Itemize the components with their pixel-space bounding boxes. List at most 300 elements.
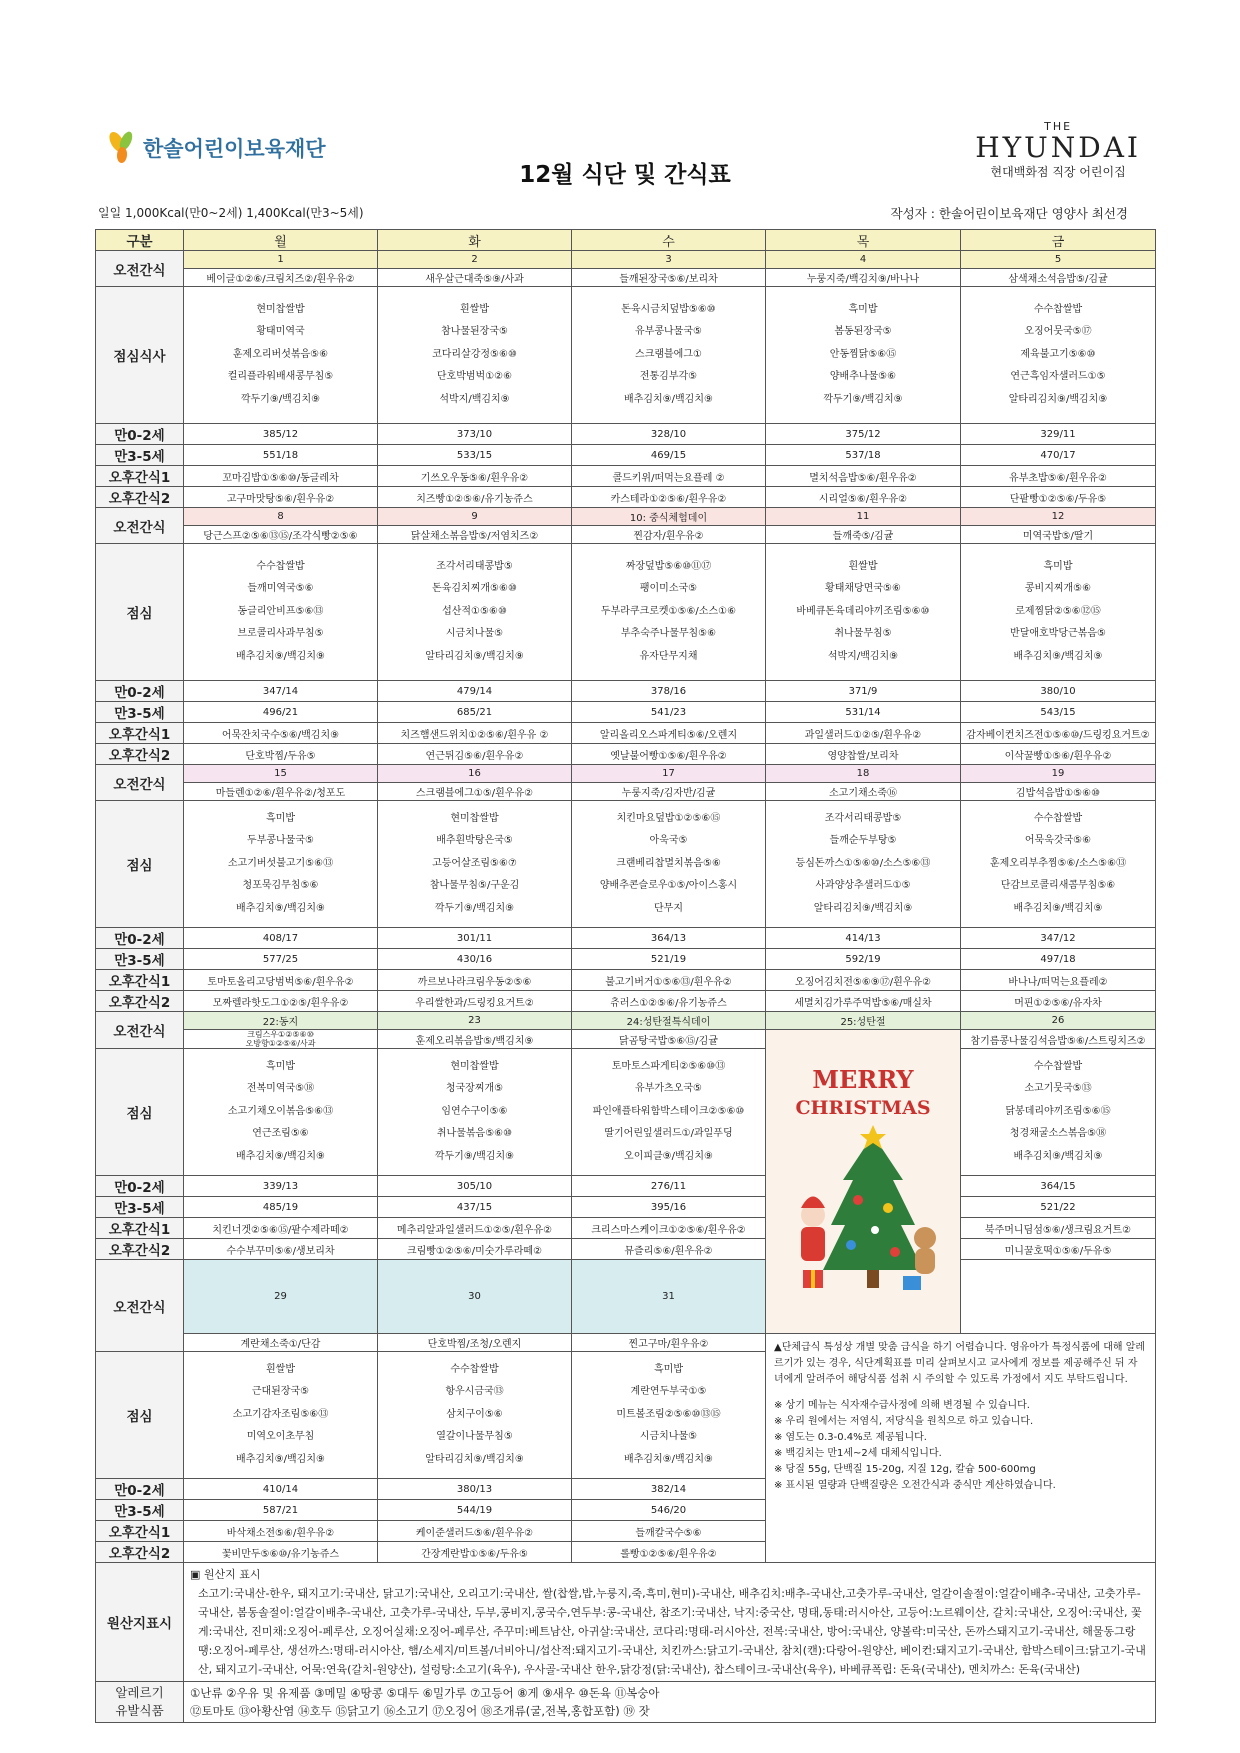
am-snack-cell: 닭살채소볶음밥⑤/저염치즈② [378, 526, 572, 544]
notice-item: ※ 백김치는 만1세~2세 대체식입니다. [774, 1448, 942, 1459]
age35-cell: 469/15 [572, 445, 766, 466]
lunch-item: 흰쌀밥 [266, 1363, 295, 1375]
lunch-item: 콩비지찌개⑤⑥ [1024, 583, 1092, 595]
lunch-item: 수수찹쌀밥 [1033, 303, 1083, 315]
am-snack-cell: 참기름콩나물김석음밥⑤⑥/스트링치즈② [961, 1030, 1156, 1049]
pm2-cell: 수수부꾸미⑤⑥/생보리차 [184, 1239, 378, 1260]
age02-label: 만0-2세 [96, 1176, 184, 1197]
age02-label: 만0-2세 [96, 681, 184, 702]
age02-cell: 276/11 [572, 1176, 766, 1197]
lunch-cell [961, 801, 1156, 928]
pm2-label: 오후간식2 [96, 991, 184, 1012]
lunch-item: 소고기감자조림⑤⑥⑬ [232, 1408, 329, 1420]
lunch-item: 황태미역국 [256, 326, 305, 338]
day-number: 9 [378, 508, 572, 526]
age35-label: 만3-5세 [96, 1197, 184, 1218]
notice-item: ※ 표시된 열량과 단백질량은 오전간식과 중식만 계산하였습니다. [774, 1480, 1056, 1491]
pm2-cell: 간장계란밥①⑤⑥/두유⑤ [378, 1542, 572, 1563]
lunch-item: 취나물무침⑤ [834, 628, 892, 640]
lunch-item: 두부콩나물국⑤ [247, 835, 314, 847]
am-snack-item: 크림스우①②⑤⑥⑩ [247, 1030, 314, 1039]
lunch-cell [766, 544, 961, 681]
week-2-pm-snack-2-row [96, 744, 1156, 765]
am-snack-label: 오전간식 [96, 1260, 184, 1352]
lunch-item: 반달애호박당근볶음⑤ [1010, 628, 1106, 640]
lunch-item: 단호박범벅①②⑥ [436, 371, 513, 383]
day-number: 16 [378, 765, 572, 783]
age35-cell: 521/22 [961, 1197, 1156, 1218]
lunch-cell [184, 287, 378, 424]
age02-cell: 479/14 [378, 681, 572, 702]
lunch-label: 점심 [96, 1049, 184, 1176]
pm2-cell: 머핀①②⑤⑥/유자차 [961, 991, 1156, 1012]
christmas-illustration [766, 1030, 961, 1334]
lunch-cell [961, 544, 1156, 681]
origin-text-cell [184, 1563, 1156, 1682]
brand-logo [975, 120, 1141, 180]
age35-cell: 537/18 [766, 445, 961, 466]
lunch-item: 근대된장국⑤ [251, 1386, 310, 1398]
age35-cell: 587/21 [184, 1500, 378, 1521]
age35-cell: 437/15 [378, 1197, 572, 1218]
lunch-cell [184, 1049, 378, 1176]
notice-allergy-guidance: ▲단체급식 특성상 개별 맞춤 급식을 하기 어렵습니다. 영유아가 특정식품에 대해 알레르기가 있는 경우, 식단계획표를 미리 살펴보시고 교사에게 정보를 제공해주신 뒤 자녀에게 알려주어 해당식품 섭취 시 주의할 수 있도록 가정에서 지도 부탁드립니다. [774, 1342, 1146, 1385]
lunch-item: 석박지/백김치⑨ [439, 393, 510, 405]
pm1-cell: 케이준샐러드⑤⑥/흰우유② [378, 1521, 572, 1542]
lunch-item: 석박지/백김치⑨ [827, 650, 899, 662]
lunch-item: 배추김치⑨/백김치⑨ [624, 1453, 713, 1465]
lunch-item: 배추김치⑨/백김치⑨ [236, 650, 325, 662]
notice-box [766, 1334, 1156, 1563]
am-snack-label: 오전간식 [96, 1012, 184, 1049]
allergy-legend-line: ①난류 ②우유 및 유제품 ③메밀 ④땅콩 ⑤대두 ⑥밀가루 ⑦고등어 ⑧게 ⑨새우 ⑩돈육 ⑪복숭아 [190, 1686, 660, 1700]
lunch-item: 양배추나물⑤⑥ [829, 371, 897, 383]
am-snack-cell: 소고기채소죽⑯ [766, 783, 961, 801]
lunch-cell [572, 801, 766, 928]
lunch-item: 수수찹쌀밥 [1033, 812, 1083, 824]
lunch-item: 배추김치⑨/백김치⑨ [236, 1150, 325, 1162]
lunch-item: 깍두기⑨/백김치⑨ [823, 393, 903, 405]
lunch-cell [766, 801, 961, 928]
age35-label: 만3-5세 [96, 949, 184, 970]
age35-cell: 395/16 [572, 1197, 766, 1218]
day-number: 18 [766, 765, 961, 783]
day-number: 12 [961, 508, 1156, 526]
lunch-item: 알타리김치⑨/백김치⑨ [813, 902, 913, 914]
lunch-item: 삼치구이⑤⑥ [446, 1408, 503, 1420]
lunch-item: 바베큐돈육데리야끼조림⑤⑥⑩ [796, 605, 930, 617]
brand-subtitle: 현대백화점 직장 어린이집 [990, 165, 1126, 179]
am-snack-label: 오전간식 [96, 251, 184, 287]
lunch-item: 들깨미역국⑤⑥ [247, 583, 314, 595]
pm2-cell: 꽃비만두⑤⑥⑩/유기농쥬스 [184, 1542, 378, 1563]
lunch-item: 훈제오리버섯볶음⑤⑥ [232, 348, 329, 360]
lunch-item: 항우시금국⑬ [445, 1386, 504, 1398]
pm2-label: 오후간식2 [96, 487, 184, 508]
lunch-item: 청포묵김무침⑤⑥ [242, 880, 319, 892]
pm1-cell: 크리스마스케이크①②⑤⑥/흰우유② [572, 1218, 766, 1239]
lunch-item: 팽이미소국⑤ [639, 583, 698, 595]
menu-table [95, 229, 1156, 1723]
week-3-pm-snack-2-row [96, 991, 1156, 1012]
age35-cell: 577/25 [184, 949, 378, 970]
lunch-item: 임연수구이⑤⑥ [441, 1105, 508, 1117]
pm2-cell: 세멸치김가루주먹밥⑤⑥/매실차 [766, 991, 961, 1012]
lunch-item: 컬리플라워배새콩무침⑤ [227, 371, 334, 383]
lunch-item: 흑미밥 [266, 812, 295, 824]
lunch-item: 스크램블에그① [635, 348, 702, 360]
am-snack-label: 오전간식 [96, 765, 184, 801]
lunch-cell [378, 287, 572, 424]
lunch-item: 계란연두부국①⑤ [630, 1386, 707, 1398]
lunch-cell [184, 544, 378, 681]
week-3-lunch-row [96, 801, 1156, 928]
pm1-cell: 알리올리오스파게티⑤⑥/오렌지 [572, 723, 766, 744]
lunch-item: 섭산적①⑤⑥⑩ [442, 605, 507, 617]
am-snack-cell: 삼색채소석음밥⑤/김귤 [961, 269, 1156, 287]
allergy-row [96, 1682, 1156, 1723]
lunch-label: 점심 [96, 1352, 184, 1479]
pm1-cell: 바나나/떠먹는요플레② [961, 970, 1156, 991]
pm2-cell: 단팥빵①②⑤⑥/두유⑤ [961, 487, 1156, 508]
age02-cell: 305/10 [378, 1176, 572, 1197]
am-snack-cell: 누룽지죽/백김치⑨/바나나 [766, 269, 961, 287]
age02-cell: 373/10 [378, 424, 572, 445]
am-snack-cell: 미역국밥⑤/딸기 [961, 526, 1156, 544]
pm1-cell: 토마토올리고당범벅⑤⑥/흰우유② [184, 970, 378, 991]
lunch-cell [572, 1049, 766, 1176]
lunch-cell [961, 287, 1156, 424]
lunch-item: 배추김치⑨/백김치⑨ [1013, 1150, 1103, 1162]
pm2-cell: 미니꿀호떡①⑤⑥/두유⑤ [961, 1239, 1156, 1260]
lunch-item: 현미찹쌀밥 [450, 812, 499, 824]
day-number: 15 [184, 765, 378, 783]
lunch-item: 돈육시금치덮밥⑤⑥⑩ [621, 303, 716, 315]
age35-cell: 541/23 [572, 702, 766, 723]
pm1-cell: 유부초밥⑤⑥/흰우유② [961, 466, 1156, 487]
am-snack-cell: 계란채소죽①/단감 [184, 1334, 378, 1352]
pm1-label: 오후간식1 [96, 723, 184, 744]
lunch-item: 들깨순두부탕⑤ [829, 835, 897, 847]
lunch-item: 알타리김치⑨/백김치⑨ [425, 1453, 524, 1465]
lunch-item: 닭봉데리야끼조림⑤⑥⑮ [1005, 1105, 1111, 1117]
age02-cell: 408/17 [184, 928, 378, 949]
lunch-item: 현미찹쌀밥 [450, 1060, 499, 1072]
lunch-cell [766, 287, 961, 424]
lunch-item: 전통김부각⑤ [639, 371, 698, 383]
week-2-lunch-row [96, 544, 1156, 681]
age02-cell: 382/14 [572, 1479, 766, 1500]
day-number: 31 [572, 1260, 766, 1334]
lunch-item: 고등어살조림⑤⑥⑦ [432, 857, 517, 869]
day-number: 2 [378, 251, 572, 269]
age02-cell: 329/11 [961, 424, 1156, 445]
age02-cell: 347/14 [184, 681, 378, 702]
age35-cell: 546/20 [572, 1500, 766, 1521]
lunch-item: 치킨마요덮밥①②⑤⑥⑮ [616, 812, 721, 824]
col-mon: 월 [184, 230, 378, 251]
xmas-text-merry: MERRY [812, 1065, 914, 1094]
lunch-item: 배추김치⑨/백김치⑨ [1013, 902, 1103, 914]
origin-text: 소고기:국내산-한우, 돼지고기:국내산, 닭고기:국내산, 오리고기:국내산, 쌀(찹쌀,밥,누룽지,죽,흑미,현미)-국내산, 배추김치:배추-국내산,고춧가루-국내산, 얼갈이솔절이:얼갈이배추-국내산, 고춧가루-국내산, 봄동솔절이:얼갈이배추-국내산, 고춧가루-국내산, 두부,콩비지,콩국수,연두부:콩-국내산, 참조기:국내산, 낙지:중국산, 명태,동태:러시아산, 고등어:노르웨이산, 갈치:국내산, 오징어:국내산, 꽃게:국내산, 진미채:오징어-페루산, 오징어실채:오징어-페루산, 주꾸미:베트남산, 아귀살:국내산, 코다리:명태-러시아산, 전복:국내산, 방어:국내산, 양볼락:미국산, 돈까스돼지고기-국내산, 해물동그랑땡:오징어-페루산, 생선까스:명태-러시아산, 햄/소세지/미트볼/너비아니/섭산적:돼지고기-국내산, 치킨까스:닭고기-국내산, 참치(캔):다랑어-원양산, 베이컨:돼지고기-국내산, 함박스테이크:닭고기-국내산, 돼지고기-국내산, 어묵:연육(갈치-원양산), 설렁탕:소고기(육우), 우사골-국내산 한우,닭강정(닭:국내산), 찹스테이크-국내산(육우), 바베큐폭립: 돈육(국내산), 멘치까스: 돈육(국내산) [198, 1587, 1146, 1676]
am-snack-item: 오방향①②⑤⑥/사과 [245, 1039, 316, 1048]
pm2-cell: 모짜렐라핫도그①②⑤/흰우유② [184, 991, 378, 1012]
lunch-item: 흰쌀밥 [460, 303, 489, 315]
lunch-cell [961, 1049, 1156, 1176]
day-number: 8 [184, 508, 378, 526]
age35-cell: 543/15 [961, 702, 1156, 723]
col-fri: 금 [961, 230, 1156, 251]
day-number: 4 [766, 251, 961, 269]
am-snack-cell: 닭곰탕국밥⑤⑥⑮/김귤 [572, 1030, 766, 1049]
lunch-cell [184, 1352, 378, 1479]
lunch-item: 등심돈까스①⑤⑥⑩/소스⑤⑥⑬ [795, 857, 931, 869]
am-snack-cell: 누룽지죽/김자반/김귤 [572, 783, 766, 801]
lunch-item: 아욱국⑤ [649, 835, 688, 847]
day-number: 17 [572, 765, 766, 783]
lunch-item: 사과양상추샐러드①⑤ [815, 880, 911, 892]
pm1-cell: 바삭채소전⑤⑥/흰우유② [184, 1521, 378, 1542]
age02-cell: 371/9 [766, 681, 961, 702]
age02-cell: 364/13 [572, 928, 766, 949]
lunch-item: 로제찜닭②⑤⑥⑫⑮ [1015, 605, 1101, 617]
day-number: 3 [572, 251, 766, 269]
week-4-pm-snack-1-row [96, 1218, 1156, 1239]
age02-cell: 414/13 [766, 928, 961, 949]
pm2-cell: 시리얼⑤⑥/흰우유② [766, 487, 961, 508]
lunch-item: 수수찹쌀밥 [1033, 1060, 1083, 1072]
lunch-item: 유자단무지채 [639, 650, 698, 662]
pm2-cell: 치즈빵①②⑤⑥/유기농쥬스 [378, 487, 572, 508]
page-title: 12월 식단 및 간식표 [519, 162, 731, 188]
am-snack-cell: 당근스프②⑤⑥⑬⑮/조각식빵②⑤⑥ [184, 526, 378, 544]
lunch-item: 소고기뭇국⑤⑬ [1024, 1083, 1092, 1095]
week-3-kcal-3-5-row [96, 949, 1156, 970]
age35-label: 만3-5세 [96, 445, 184, 466]
age35-label: 만3-5세 [96, 1500, 184, 1521]
lunch-item: 두부라쿠크로켓①⑤⑥/소스①⑥ [600, 605, 737, 617]
day-number: 25:성탄절 [766, 1012, 961, 1030]
lunch-item: 돈육김치찌개⑤⑥⑩ [432, 583, 517, 595]
age02-cell: 380/10 [961, 681, 1156, 702]
age35-cell: 470/17 [961, 445, 1156, 466]
week-4-pm-snack-2-row [96, 1239, 1156, 1260]
lunch-cell [378, 1352, 572, 1479]
brand-the: THE [1044, 120, 1073, 133]
lunch-item: 파인애플타워함박스테이크②⑤⑥⑩ [592, 1105, 745, 1117]
header-row [96, 230, 1156, 251]
age35-cell: 531/14 [766, 702, 961, 723]
lunch-item: 토마토스파게티②⑤⑥⑩⑬ [611, 1060, 726, 1072]
week-1-pm-snack-2-row [96, 487, 1156, 508]
lunch-item: 어묵욱갓국⑤⑥ [1024, 835, 1092, 847]
lunch-cell [572, 287, 766, 424]
lunch-item: 오징어뭇국⑤⑰ [1024, 326, 1092, 338]
week-3-kcal-0-2-row [96, 928, 1156, 949]
week-4-am-row [96, 1030, 1156, 1049]
lunch-item: 배추김치⑨/백김치⑨ [236, 1453, 325, 1465]
pm1-cell: 치즈햄샌드위치①②⑤⑥/흰우유 ② [378, 723, 572, 744]
brand-name: HYUNDAI [975, 131, 1141, 164]
lunch-item: 유부가츠오국⑤ [635, 1083, 702, 1095]
lunch-item: 알타리김치⑨/백김치⑨ [1008, 393, 1108, 405]
lunch-item: 훈제오리부추찜⑤⑥/소스⑤⑥⑬ [989, 857, 1127, 869]
xmas-text-christmas: CHRISTMAS [795, 1097, 931, 1119]
age02-cell: 378/16 [572, 681, 766, 702]
lunch-item: 현미찹쌀밥 [256, 303, 305, 315]
pm2-cell: 카스테라①②⑤⑥/흰우유② [572, 487, 766, 508]
pm2-label: 오후간식2 [96, 1542, 184, 1563]
day-number: 22:동지 [184, 1012, 378, 1030]
age02-cell: 347/12 [961, 928, 1156, 949]
lunch-item: 크랜베리찹멸치볶음⑤⑥ [616, 857, 721, 869]
am-snack-cell: 훈제오리볶음밥⑤/백김치⑨ [378, 1030, 572, 1049]
lunch-item: 흑미밥 [848, 303, 878, 315]
allergy-legend [184, 1682, 1156, 1723]
am-snack-cell: 새우살근대죽⑤⑨/사과 [378, 269, 572, 287]
week-1-lunch-row [96, 287, 1156, 424]
lunch-item: 흑미밥 [654, 1363, 683, 1375]
day-number: 24:성탄절특식데이 [572, 1012, 766, 1030]
lunch-item: 오이피클⑨/백김치⑨ [624, 1150, 713, 1162]
lunch-label: 점심식사 [96, 287, 184, 424]
week-1-kcal-0-2-row [96, 424, 1156, 445]
lunch-item: 부추숙주나물무침⑤⑥ [620, 628, 717, 640]
week-3-day-row [96, 765, 1156, 783]
age02-cell: 410/14 [184, 1479, 378, 1500]
author-info: 작성자 : 한솔어린이보육재단 영양사 최선경 [890, 206, 1128, 221]
pm2-cell: 크림빵①②⑤⑥/미숫가루라떼② [378, 1239, 572, 1260]
lunch-item: 청국장찌개⑤ [445, 1083, 504, 1095]
lunch-item: 시금치나물⑤ [445, 628, 504, 640]
day-number: 26 [961, 1012, 1156, 1030]
pm1-cell: 어묵잔치국수⑤⑥/백김치⑨ [184, 723, 378, 744]
lunch-item: 브로콜리사과무침⑤ [237, 628, 324, 640]
week-4-lunch-row [96, 1049, 1156, 1176]
day-number: 11 [766, 508, 961, 526]
pm1-label: 오후간식1 [96, 970, 184, 991]
week-1-day-row [96, 251, 1156, 269]
lunch-label: 점심 [96, 544, 184, 681]
christmas-tree-icon [783, 1030, 943, 1330]
pm1-cell: 치킨너겟②⑤⑥⑮/팥수제라떼② [184, 1218, 378, 1239]
day-number: 1 [184, 251, 378, 269]
lunch-item: 미역오이초무침 [246, 1431, 315, 1443]
lunch-item: 흰쌀밥 [848, 560, 878, 572]
day-number: 29 [184, 1260, 378, 1334]
am-snack-cell [184, 1030, 378, 1049]
am-snack-cell: 단호박찜/조청/오렌지 [378, 1334, 572, 1352]
allergy-label-line: 유발식품 [115, 1703, 164, 1718]
age02-cell: 301/11 [378, 928, 572, 949]
lunch-item: 배추흰박탕은국⑤ [436, 835, 513, 847]
pm2-cell: 옛날불어빵①⑤⑥/흰우유② [572, 744, 766, 765]
lunch-item: 조각서리태콩밥⑤ [824, 812, 902, 824]
day-number: 30 [378, 1260, 572, 1334]
lunch-item: 흑미밥 [266, 1060, 295, 1072]
pm2-cell: 영양찹쌀/보리차 [766, 744, 961, 765]
age02-cell: 380/13 [378, 1479, 572, 1500]
pm1-cell: 꼬마김밥①⑤⑥⑩/동글레차 [184, 466, 378, 487]
lunch-item: 참나물무침⑤/구운김 [429, 880, 520, 892]
age35-label: 만3-5세 [96, 702, 184, 723]
pm2-cell: 츄러스①②⑤⑥/유기농쥬스 [572, 991, 766, 1012]
pm1-cell: 콜드키위/떠먹는요플레 ② [572, 466, 766, 487]
age35-cell: 533/15 [378, 445, 572, 466]
lunch-cell [378, 1049, 572, 1176]
notice-item: ※ 상기 메뉴는 식자재수급사정에 의해 변경될 수 있습니다. [774, 1400, 1030, 1411]
lunch-item: 연근흑임자샐러드①⑤ [1010, 371, 1106, 383]
col-label: 구분 [96, 230, 184, 251]
week-4-kcal-0-2-row [96, 1176, 1156, 1197]
age02-cell: 339/13 [184, 1176, 378, 1197]
lunch-item: 흑미밥 [1043, 560, 1073, 572]
week-2-kcal-3-5-row [96, 702, 1156, 723]
age02-cell: 364/15 [961, 1176, 1156, 1197]
week-5-day-row [96, 1260, 1156, 1334]
pm1-cell: 불고기버거①⑤⑥⑬/흰우유② [572, 970, 766, 991]
age02-cell: 328/10 [572, 424, 766, 445]
lunch-item: 단무지 [654, 902, 683, 914]
week-1-kcal-3-5-row [96, 445, 1156, 466]
pm2-cell: 고구마맛탕⑤⑥/흰우유② [184, 487, 378, 508]
lunch-item: 소고기버섯불고기⑤⑥⑬ [227, 857, 334, 869]
am-snack-cell: 베이글①②⑥/크림치즈②/흰우유② [184, 269, 378, 287]
pm2-cell: 단호박찜/두유⑤ [184, 744, 378, 765]
day-number: 5 [961, 251, 1156, 269]
week-5-am-row [96, 1334, 1156, 1352]
lunch-item: 배추김치⑨/백김치⑨ [1013, 650, 1103, 662]
lunch-item: 동글리안비프⑤⑥⑬ [237, 605, 324, 617]
lunch-item: 봄동된장국⑤ [834, 326, 892, 338]
week-1-am-row [96, 269, 1156, 287]
am-snack-cell: 김밥석음밥①⑤⑥⑩ [961, 783, 1156, 801]
age35-cell: 544/19 [378, 1500, 572, 1521]
am-snack-cell: 마들렌①②⑥/흰우유②/청포도 [184, 783, 378, 801]
col-tue: 화 [378, 230, 572, 251]
age02-cell: 385/12 [184, 424, 378, 445]
age35-cell: 496/21 [184, 702, 378, 723]
allergy-label-line: 알레르기 [115, 1685, 164, 1700]
pm1-cell: 멸치석음밥⑤⑥/흰우유② [766, 466, 961, 487]
lunch-cell [572, 544, 766, 681]
allergy-legend-line: ⑫토마토 ⑬아황산염 ⑭호두 ⑮닭고기 ⑯소고기 ⑰오징어 ⑱조개류(굴,전복,홍합포함) ⑲ 잣 [190, 1704, 650, 1718]
age35-cell: 430/16 [378, 949, 572, 970]
page-header [95, 120, 1155, 195]
week-3-pm-snack-1-row [96, 970, 1156, 991]
lunch-item: 수수찹쌀밥 [450, 1363, 499, 1375]
pm1-cell: 감자베이컨치즈전①⑤⑥⑩/드링킹요거트② [961, 723, 1156, 744]
am-snack-cell: 스크램블에그①⑤/흰우유② [378, 783, 572, 801]
lunch-item: 안동찜닭⑤⑥⑮ [829, 348, 897, 360]
pm2-cell: 연근튀김⑤⑥/흰우유② [378, 744, 572, 765]
am-snack-label: 오전간식 [96, 508, 184, 544]
day-number: 10: 중식체험데이 [572, 508, 766, 526]
lunch-item: 딸기어린잎샐러드①/과일푸딩 [604, 1128, 733, 1140]
pm2-cell: 롤빵①②⑤⑥/흰우유② [572, 1542, 766, 1563]
week-2-pm-snack-1-row [96, 723, 1156, 744]
lunch-item: 알타리김치⑨/백김치⑨ [425, 650, 524, 662]
lunch-item: 황태채당면국⑤⑥ [825, 583, 901, 595]
lunch-item: 제육불고기⑤⑥⑩ [1020, 348, 1096, 360]
lunch-item: 청경채굴소스볶음⑤⑱ [1009, 1128, 1107, 1140]
pm2-cell: 뮤즐리⑤⑥/흰우유② [572, 1239, 766, 1260]
lunch-item: 취나물볶음⑤⑥⑩ [436, 1128, 513, 1140]
lunch-item: 시금치나물⑤ [639, 1431, 698, 1443]
lunch-item: 깍두기⑨/백김치⑨ [434, 1150, 515, 1162]
age02-label: 만0-2세 [96, 928, 184, 949]
origin-label: 원산지표시 [96, 1563, 184, 1682]
